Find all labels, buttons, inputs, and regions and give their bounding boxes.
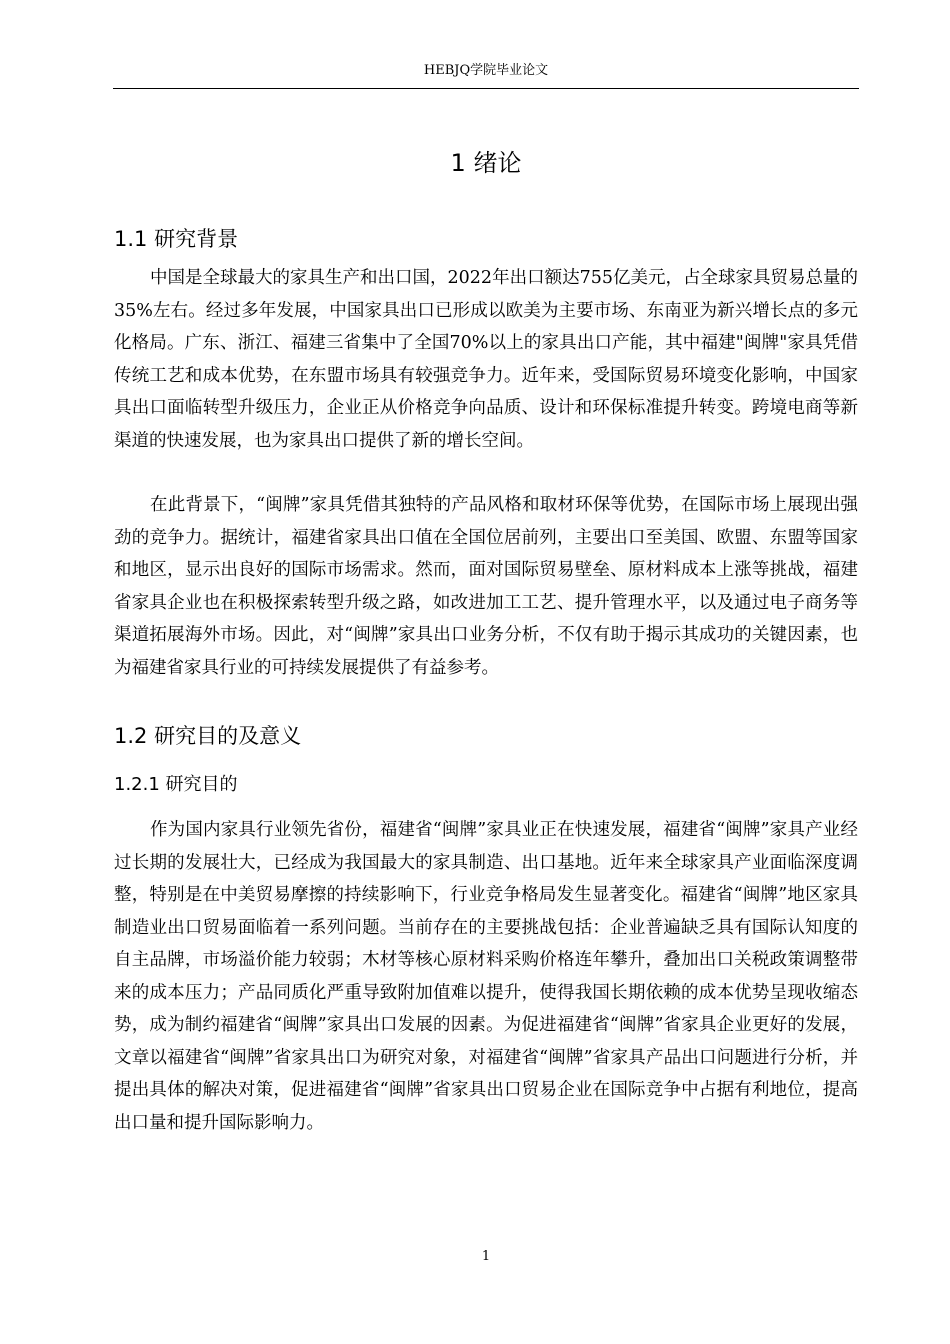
section-heading-1-1: 1.1 研究背景	[114, 227, 239, 251]
paragraph-research-purpose: 作为国内家具行业领先省份，福建省“闽牌”家具业正在快速发展，福建省“闽牌”家具产业经过长期的发展壮大，已经成为我国最大的家具制造、出口基地。近年来全球家具产业面临深度调整，特别是在中美贸易摩擦的持续影响下，行业竞争格局发生显著变化。福建省“闽牌”地区家具制造业出口贸易面临着一系列问题。当前存在的主要挑战包括：企业普遍缺乏具有国际认知度的自主品牌，市场溢价能力较弱；木材等核心原材料采购价格连年攀升，叠加出口关税政策调整带来的成本压力；产品同质化严重导致附加值难以提升，使得我国长期依赖的成本优势呈现收缩态势，成为制约福建省“闽牌”家具出口发展的因素。为促进福建省“闽牌”省家具企业更好的发展，文章以福建省“闽牌”省家具出口为研究对象，对福建省“闽牌”省家具产品出口问题进行分析，并提出具体的解决对策，促进福建省“闽牌”省家具出口贸易企业在国际竞争中占据有利地位，提高出口量和提升国际影响力。	[114, 820, 858, 1133]
page-number: 1	[481, 1249, 491, 1264]
chapter-title: 1 绪论	[450, 149, 522, 177]
subsection-heading-1-2-1: 1.2.1 研究目的	[114, 774, 238, 795]
paragraph-background-1: 中国是全球最大的家具生产和出口国，2022年出口额达755亿美元，占全球家具贸易总量的35%左右。经过多年发展，中国家具出口已形成以欧美为主要市场、东南亚为新兴增长点的多元化格局。广东、浙江、福建三省集中了全国70%以上的家具出口产能，其中福建"闽牌"家具凭借传统工艺和成本优势，在东盟市场具有较强竞争力。近年来，受国际贸易环境变化影响，中国家具出口面临转型升级压力，企业正从价格竞争向品质、设计和环保标准提升转变。跨境电商等新渠道的快速发展，也为家具出口提供了新的增长空间。	[114, 268, 858, 451]
running-header: HEBJQ学院毕业论文	[423, 63, 549, 78]
paragraph-background-2: 在此背景下，“闽牌”家具凭借其独特的产品风格和取材环保等优势，在国际市场上展现出强劲的竞争力。据统计，福建省家具出口值在全国位居前列，主要出口至美国、欧盟、东盟等国家和地区，显示出良好的国际市场需求。然而，面对国际贸易壁垒、原材料成本上涨等挑战，福建省家具企业也在积极探索转型升级之路，如改进加工工艺、提升管理水平，以及通过电子商务等渠道拓展海外市场。因此，对“闽牌”家具出口业务分析，不仅有助于揭示其成功的关键因素，也为福建省家具行业的可持续发展提供了有益参考。	[114, 495, 858, 678]
section-heading-1-2: 1.2 研究目的及意义	[114, 724, 302, 748]
header-rule	[113, 88, 859, 89]
